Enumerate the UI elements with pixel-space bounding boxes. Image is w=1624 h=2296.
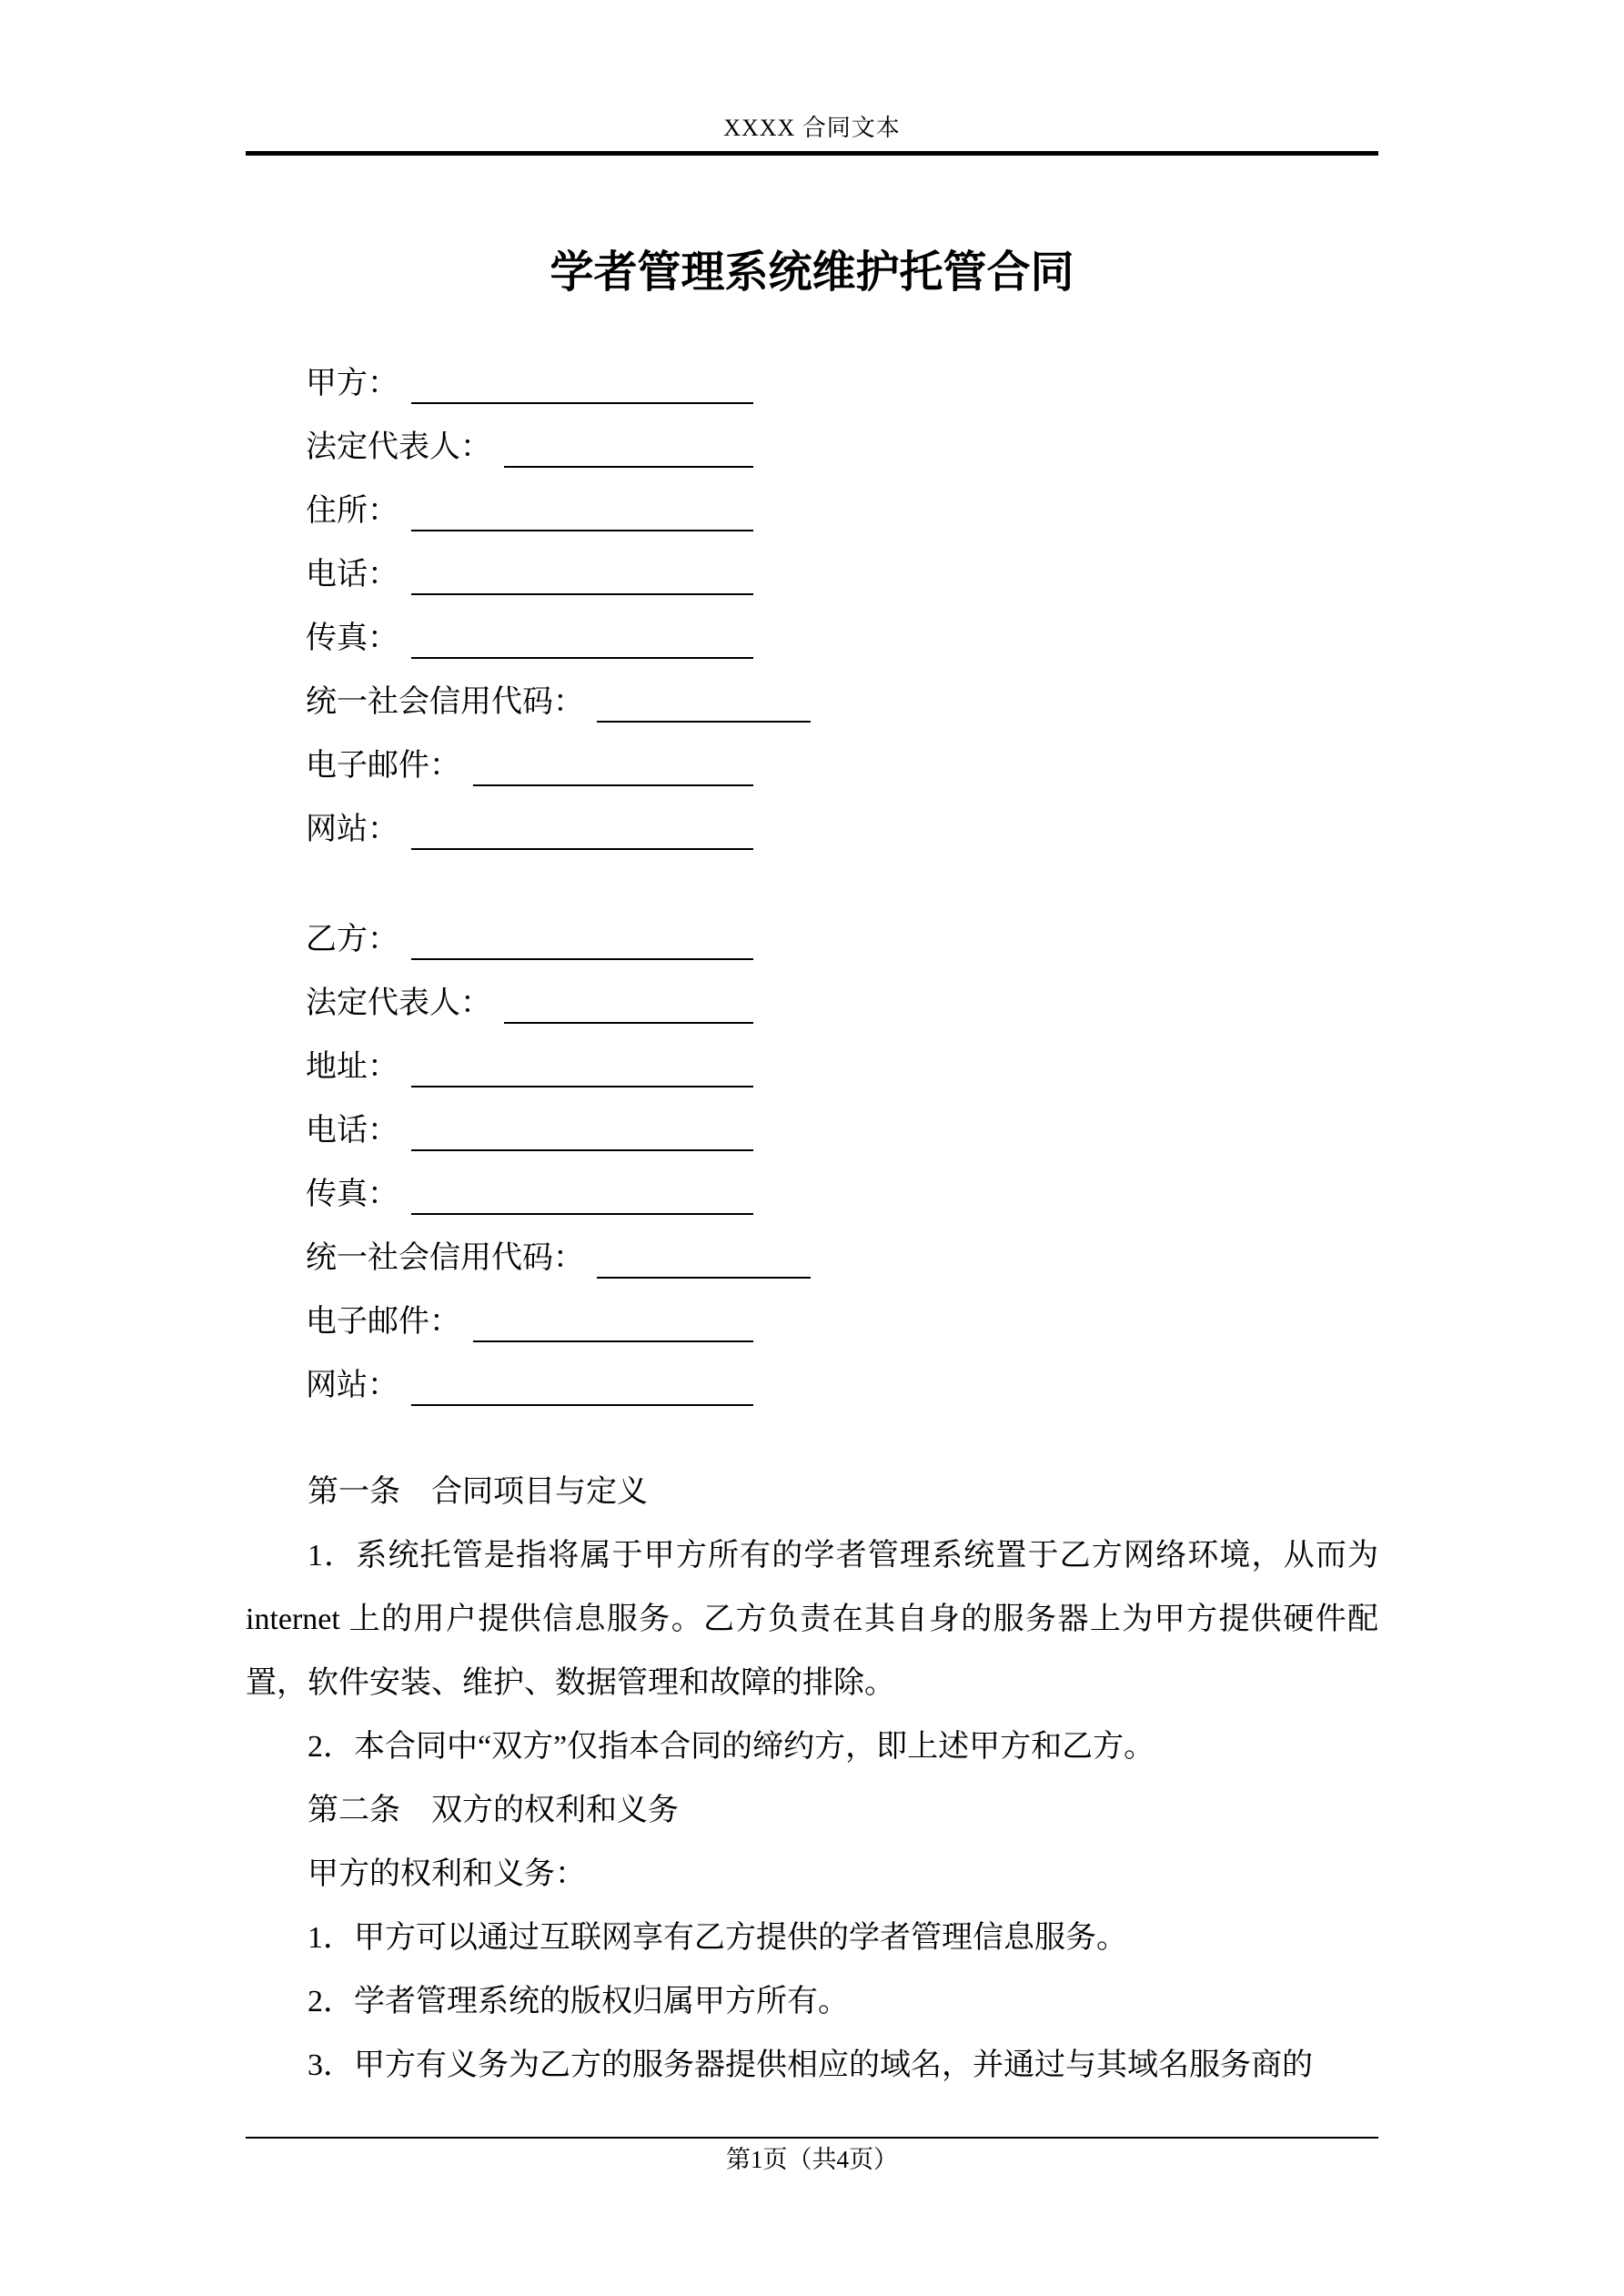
form-row-address [306, 1047, 753, 1087]
section-heading-article-2: 第二条 双方的权利和义务 [308, 1794, 679, 1827]
form-row-phone [306, 1111, 753, 1151]
party-b-section [306, 920, 811, 1430]
clause-1-2: 2．本合同中“双方”仅指本合同的缔约方，即上述甲方和乙方。 [308, 1730, 1155, 1764]
page-number: 第1页（共4页） [726, 2146, 898, 2173]
blank-field [411, 920, 753, 960]
form-label: 网站： [306, 1369, 398, 1402]
form-label: 乙方： [306, 923, 398, 956]
blank-field [597, 683, 811, 723]
header-rule [246, 151, 1378, 156]
blank-field [411, 1111, 753, 1151]
form-row-legal-representative [306, 428, 753, 468]
form-label: 住所： [306, 494, 398, 528]
blank-field [411, 619, 753, 659]
form-label: 传真： [306, 622, 398, 655]
blank-field [411, 555, 753, 595]
blank-field [411, 810, 753, 850]
form-row-legal-representative [306, 984, 753, 1024]
form-row-residence [306, 491, 753, 531]
form-label: 统一社会信用代码： [306, 685, 584, 719]
form-row-fax [306, 1175, 753, 1215]
page-header: XXXX 合同文本 [723, 115, 901, 141]
form-label: 甲方： [306, 367, 398, 400]
contract-body [246, 1461, 1378, 2098]
section-heading-article-1: 第一条 合同项目与定义 [308, 1475, 648, 1509]
form-row-credit-code [306, 683, 811, 723]
blank-field [411, 491, 753, 531]
form-label: 电话： [306, 558, 398, 592]
blank-field [411, 1047, 753, 1087]
form-label: 传真： [306, 1178, 398, 1211]
form-label: 电子邮件： [306, 1305, 460, 1339]
blank-field [411, 1175, 753, 1215]
form-label: 统一社会信用代码： [306, 1241, 584, 1275]
form-label: 电话： [306, 1114, 398, 1148]
blank-field [504, 984, 753, 1024]
clause-2-2: 2．学者管理系统的版权归属甲方所有。 [308, 1985, 849, 2018]
clause-2-intro: 甲方的权利和义务： [308, 1857, 586, 1891]
blank-field [411, 364, 753, 404]
form-label: 地址： [306, 1050, 398, 1084]
clause-2-3: 3．甲方有义务为乙方的服务器提供相应的域名，并通过与其域名服务商的 [308, 2048, 1313, 2082]
form-row-fax [306, 619, 753, 659]
form-row-email [306, 1302, 753, 1342]
footer-rule [246, 2137, 1378, 2139]
form-label: 法定代表人： [306, 986, 491, 1020]
form-label: 网站： [306, 813, 398, 846]
blank-field [473, 746, 753, 786]
form-row-party-a-name [306, 364, 753, 404]
blank-field [411, 1366, 753, 1406]
form-row-credit-code [306, 1239, 811, 1279]
clause-1-1: 1．系统托管是指将属于甲方所有的学者管理系统置于乙方网络环境，从而为 internet 上的用户提供信息服务。乙方负责在其自身的服务器上为甲方提供硬件配置，软件安装、维护、数据管理和故障的排除。 [246, 1539, 1378, 1700]
blank-field [597, 1239, 811, 1279]
clause-2-1: 1．甲方可以通过互联网享有乙方提供的学者管理信息服务。 [308, 1921, 1127, 1955]
form-row-email [306, 746, 753, 786]
party-a-section [306, 364, 811, 874]
form-row-website [306, 1366, 753, 1406]
form-label: 法定代表人： [306, 430, 491, 464]
contract-title: 学者管理系统维护托管合同 [550, 247, 1074, 298]
form-row-party-b-name [306, 920, 753, 960]
form-label: 电子邮件： [306, 749, 460, 783]
blank-field [504, 428, 753, 468]
blank-field [473, 1302, 753, 1342]
form-row-website [306, 810, 753, 850]
form-row-phone [306, 555, 753, 595]
